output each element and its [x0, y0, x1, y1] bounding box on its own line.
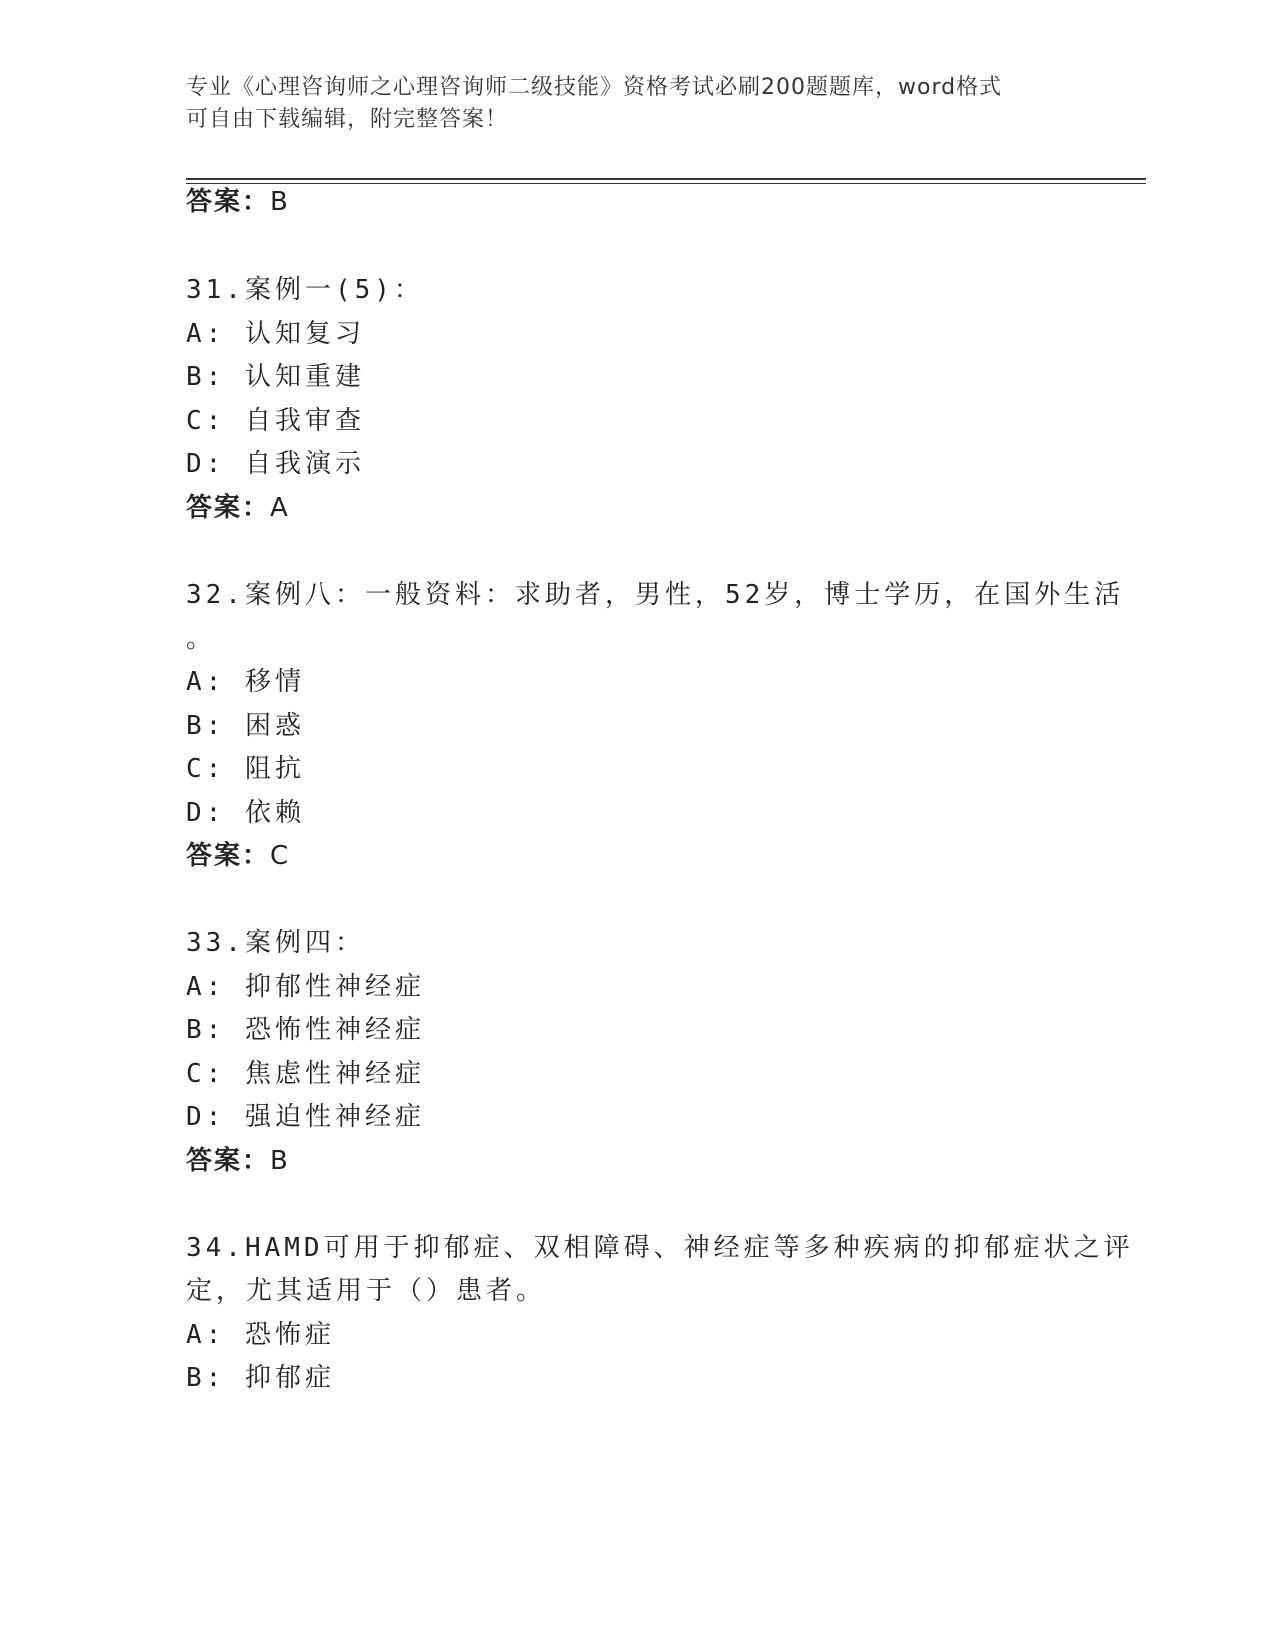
answer-label: 答案： — [186, 187, 271, 217]
answer-line — [186, 184, 290, 220]
option-c: C: 焦虑性神经症 — [186, 1059, 425, 1089]
answer-line — [186, 490, 290, 526]
question-stem-continuation: 。 — [186, 624, 217, 654]
header-line-2: 可自由下载编辑，附完整答案！ — [186, 107, 509, 132]
option-a: A: 恐怖症 — [186, 1320, 335, 1350]
answer-label: 答案： — [186, 493, 271, 523]
header-divider — [186, 178, 1146, 180]
question-stem: 34.HAMD可用于抑郁症、双相障碍、神经症等多种疾病的抑郁症状之评 — [186, 1233, 1134, 1263]
option-a: A: 抑郁性神经症 — [186, 972, 425, 1002]
option-c: C: 自我审查 — [186, 406, 365, 436]
document-header — [186, 72, 1086, 136]
answer-value: B — [270, 1146, 290, 1176]
option-b: B: 恐怖性神经症 — [186, 1015, 425, 1045]
header-line-1: 专业《心理咨询师之心理咨询师二级技能》资格考试必刷200题题库，word格式 — [186, 75, 1003, 100]
answer-label: 答案： — [186, 1146, 271, 1176]
option-a: A: 移情 — [186, 667, 305, 697]
answer-value: B — [270, 187, 290, 217]
question-stem: 31.案例一(5)： — [186, 275, 424, 305]
answer-value: A — [270, 493, 290, 523]
answer-line — [186, 838, 290, 874]
question-stem: 33.案例四： — [186, 928, 365, 958]
question-stem: 32.案例八：一般资料：求助者，男性，52岁，博士学历，在国外生活 — [186, 580, 1125, 610]
option-d: D: 强迫性神经症 — [186, 1102, 425, 1132]
option-c: C: 阻抗 — [186, 754, 305, 784]
answer-label: 答案： — [186, 841, 271, 871]
answer-line — [186, 1143, 290, 1179]
question-stem-continuation: 定，尤其适用于（）患者。 — [186, 1276, 547, 1306]
option-a: A: 认知复习 — [186, 319, 365, 349]
option-b: B: 认知重建 — [186, 362, 365, 392]
option-b: B: 困惑 — [186, 711, 305, 741]
option-b: B: 抑郁症 — [186, 1363, 335, 1393]
option-d: D: 依赖 — [186, 798, 305, 828]
answer-value: C — [270, 841, 291, 871]
option-d: D: 自我演示 — [186, 449, 365, 479]
header-divider-thin — [186, 183, 1146, 184]
